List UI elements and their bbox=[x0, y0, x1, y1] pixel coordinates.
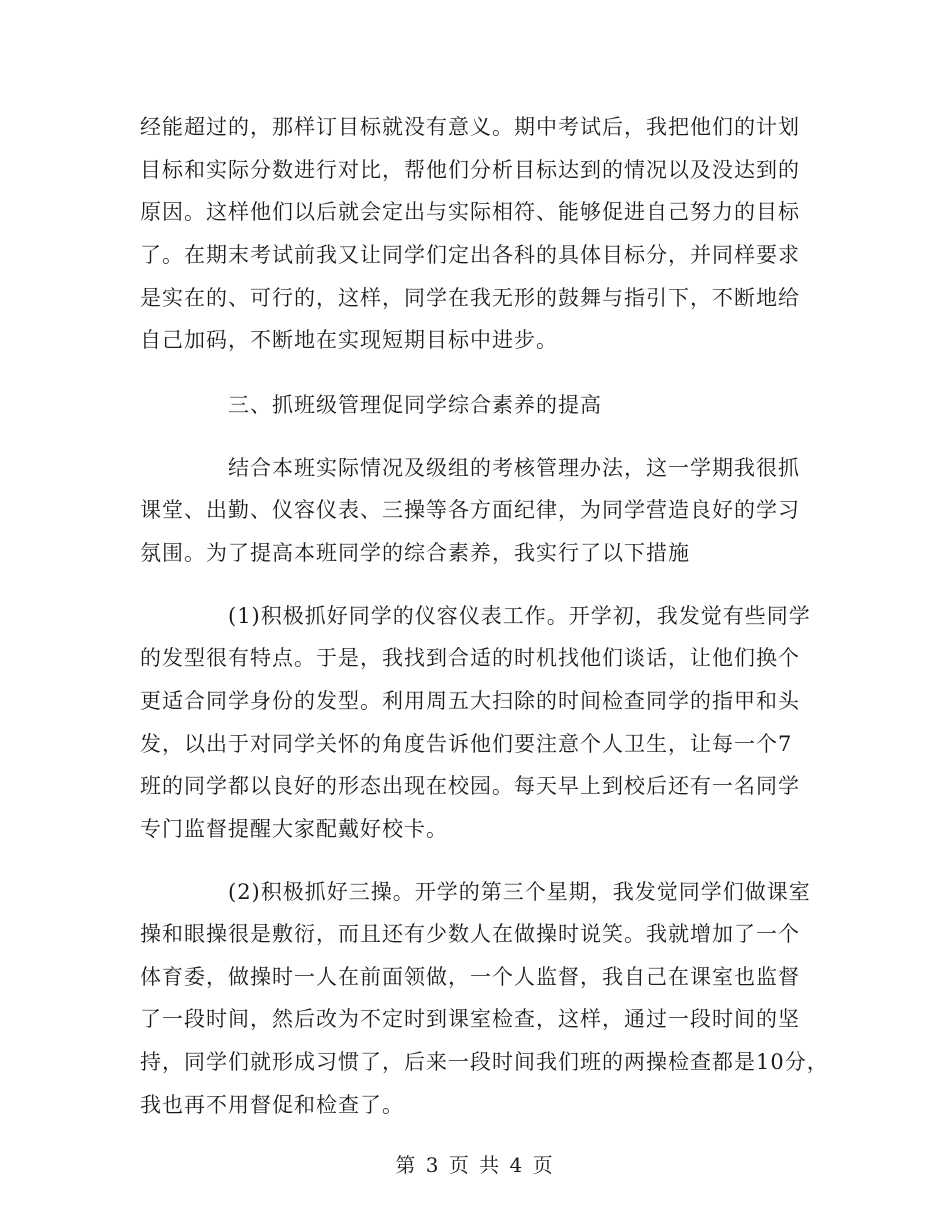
paragraph-line: 原因。这样他们以后就会定出与实际相符、能够促进自己努力的目标 bbox=[140, 200, 800, 224]
paragraph-line: 的发型很有特点。于是，我找到合适的时机找他们谈话，让他们换个 bbox=[140, 646, 800, 670]
paragraph-line: 了。在期末考试前我又让同学们定出各科的具体目标分，并同样要求 bbox=[140, 243, 800, 267]
paragraph-line: 专门监督提醒大家配戴好校卡。 bbox=[140, 817, 448, 841]
paragraph-line: 目标和实际分数进行对比，帮他们分析目标达到的情况以及没达到的 bbox=[140, 158, 800, 182]
paragraph-line: 持，同学们就形成习惯了，后来一段时间我们班的两操检查都是10分， bbox=[140, 1050, 829, 1074]
paragraph-line: 氛围。为了提高本班同学的综合素养，我实行了以下措施 bbox=[140, 541, 690, 565]
paragraph-line: 操和眼操很是敷衍，而且还有少数人在做操时说笑。我就增加了一个 bbox=[140, 922, 800, 946]
paragraph-line: 课堂、出勤、仪容仪表、三操等各方面纪律，为同学营造良好的学习 bbox=[140, 498, 800, 522]
section-heading: 三、抓班级管理促同学综合素养的提高 bbox=[228, 393, 602, 417]
paragraph-line: 我也再不用督促和检查了。 bbox=[140, 1093, 404, 1117]
paragraph-line: 经能超过的，那样订目标就没有意义。期中考试后，我把他们的计划 bbox=[140, 115, 800, 139]
paragraph-line: (1)积极抓好同学的仪容仪表工作。开学初，我发觉有些同学 bbox=[228, 604, 811, 628]
paragraph-line: (2)积极抓好三操。开学的第三个星期，我发觉同学们做课室 bbox=[228, 880, 811, 904]
paragraph-line: 发，以出于对同学关怀的角度告诉他们要注意个人卫生，让每一个7 bbox=[140, 732, 793, 756]
page-number-footer: 第 3 页 共 4 页 bbox=[395, 1153, 555, 1177]
paragraph-line: 更适合同学身份的发型。利用周五大扫除的时间检查同学的指甲和头 bbox=[140, 689, 800, 713]
paragraph-line: 结合本班实际情况及级组的考核管理办法，这一学期我很抓 bbox=[228, 456, 800, 480]
paragraph-line: 了一段时间，然后改为不定时到课室检查，这样，通过一段时间的坚 bbox=[140, 1007, 800, 1031]
paragraph-line: 是实在的、可行的，这样，同学在我无形的鼓舞与指引下，不断地给 bbox=[140, 286, 800, 310]
paragraph-line: 体育委，做操时一人在前面领做，一个人监督，我自己在课室也监督 bbox=[140, 965, 800, 989]
paragraph-line: 自己加码，不断地在实现短期目标中进步。 bbox=[140, 328, 558, 352]
paragraph-line: 班的同学都以良好的形态出现在校园。每天早上到校后还有一名同学 bbox=[140, 774, 800, 798]
